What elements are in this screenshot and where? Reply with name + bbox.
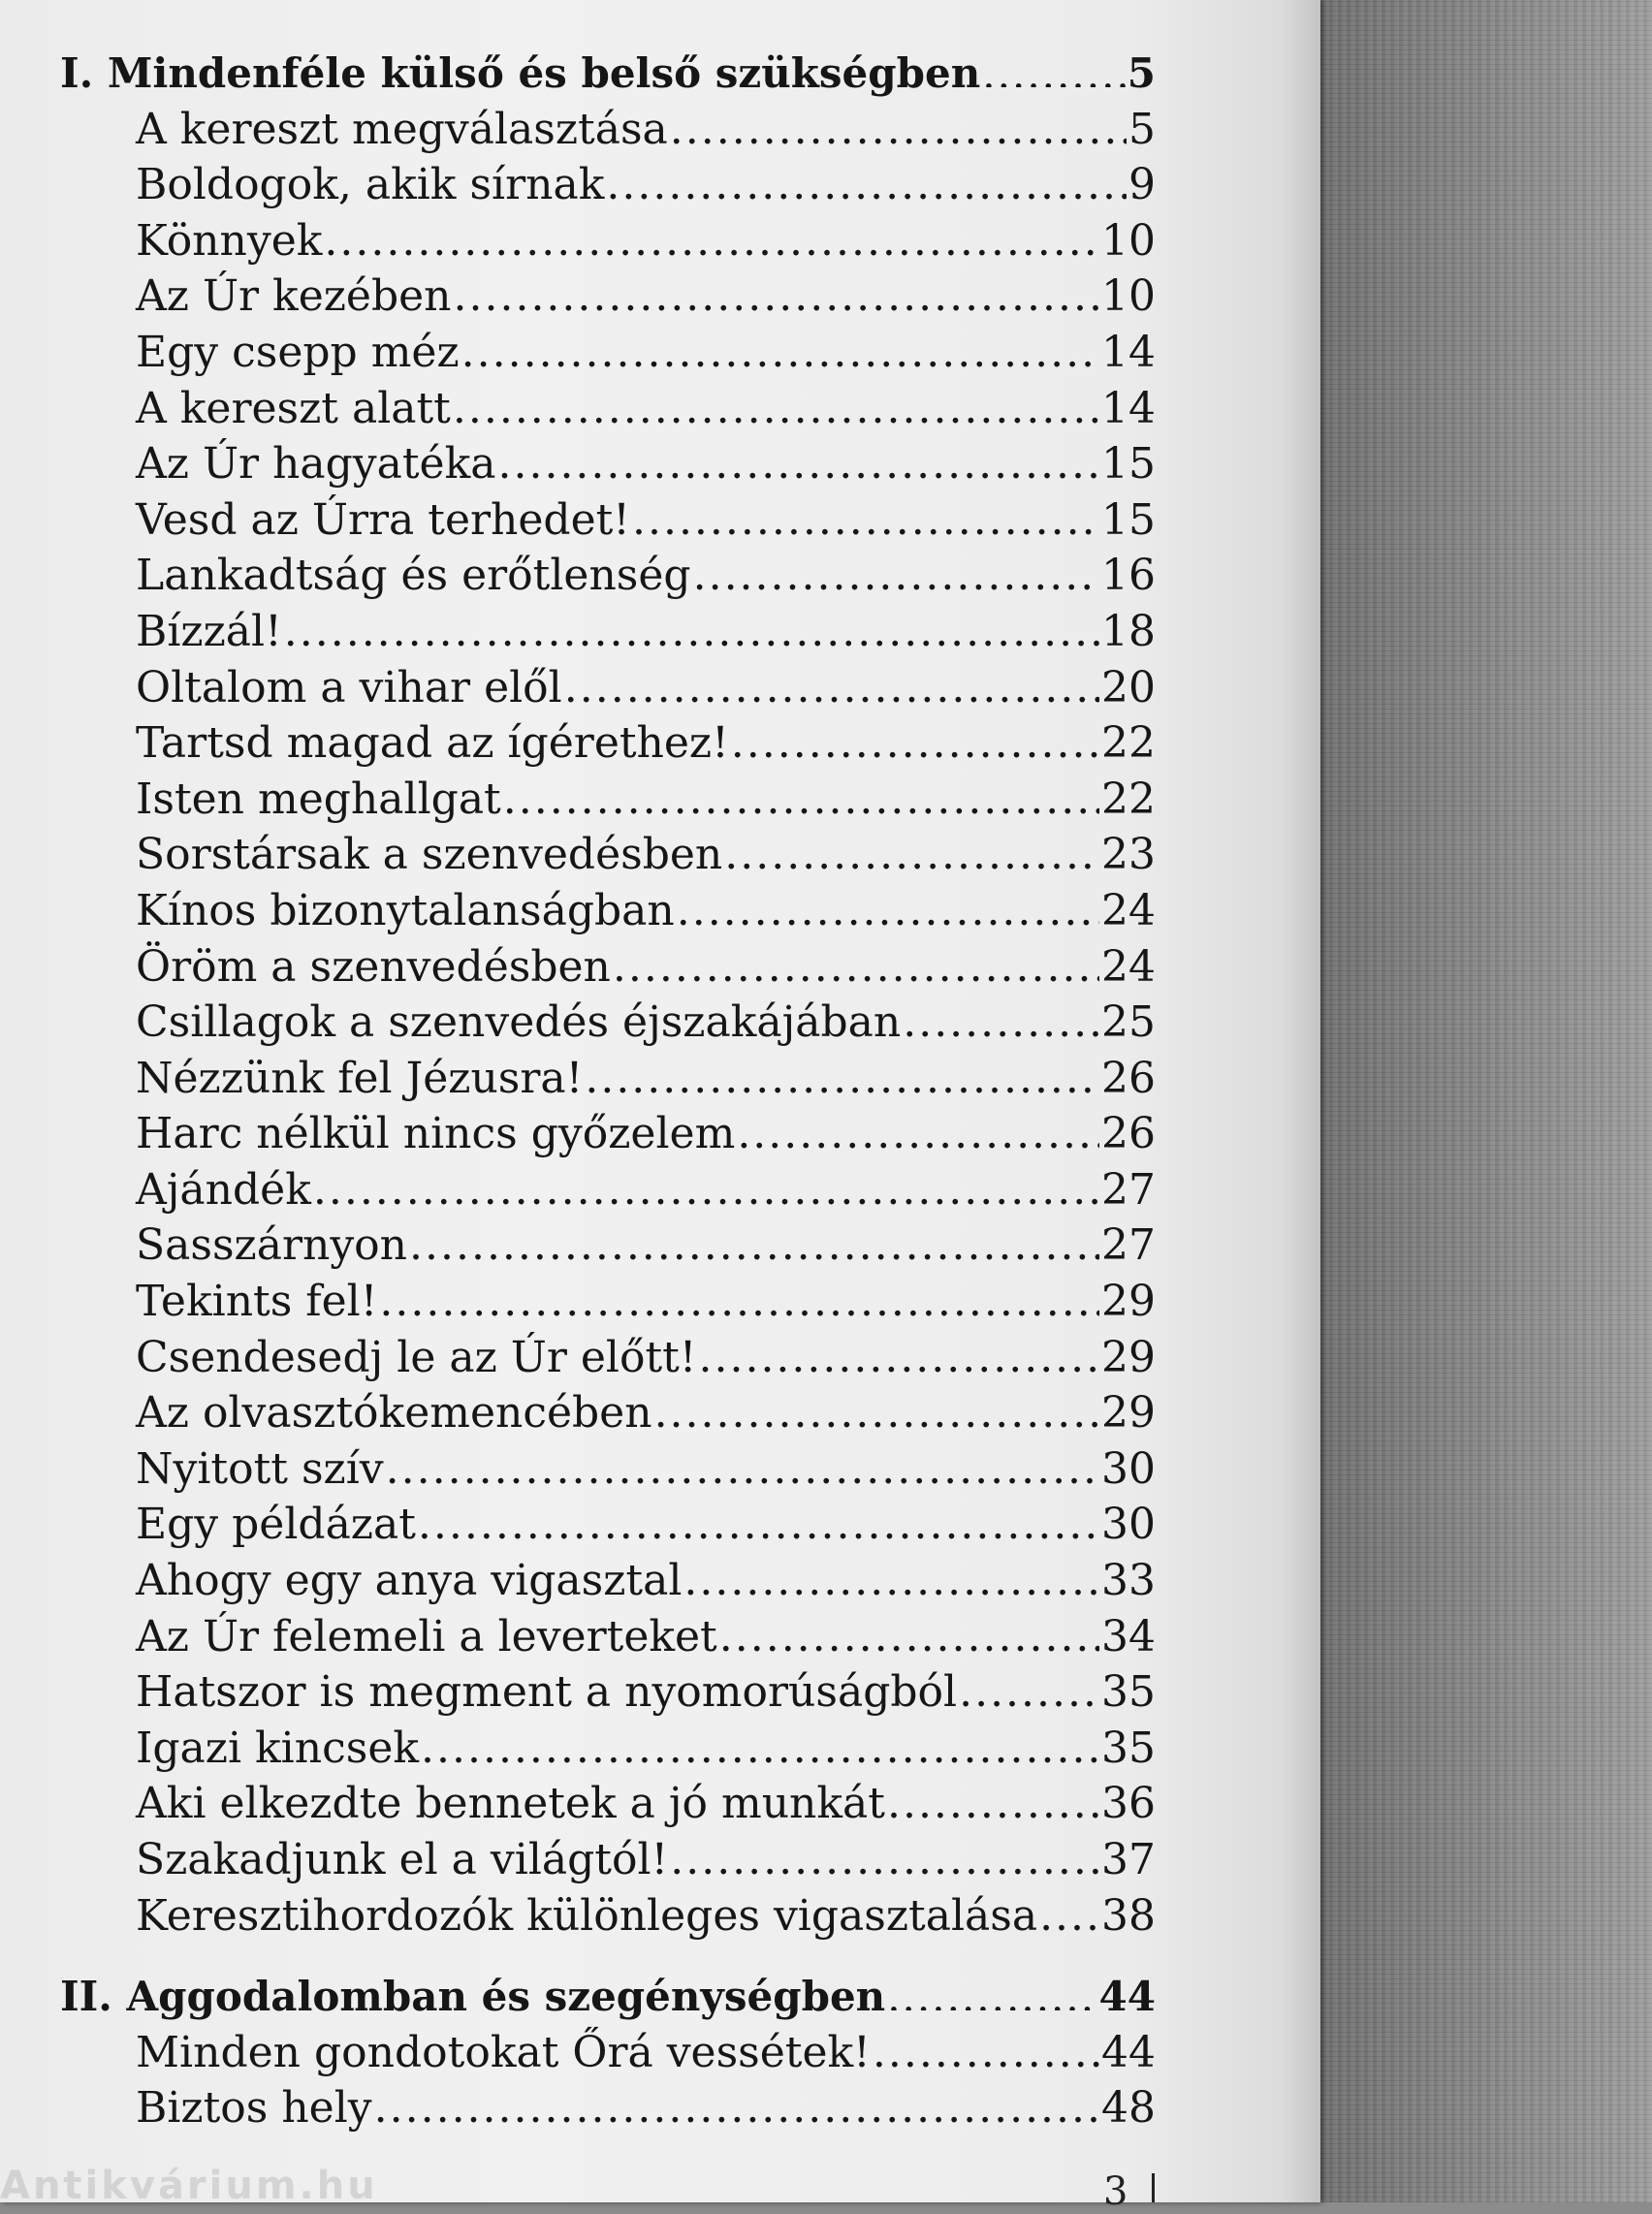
dot-leader (503, 772, 1099, 814)
entry-title: Keresztihordozók különleges vigasztalása (136, 1890, 1038, 1941)
entry-title: Vesd az Úrra terhedet! (136, 494, 630, 545)
dot-leader (606, 157, 1127, 200)
dot-leader (693, 548, 1099, 590)
dot-leader (409, 1218, 1099, 1260)
entry-title: Boldogok, akik sírnak (136, 160, 605, 210)
entry-title: Nézzünk fel Jézusra! (136, 1053, 584, 1103)
toc-entry (60, 1888, 1156, 1945)
dot-leader (1039, 1888, 1099, 1931)
toc-entry (60, 1497, 1156, 1553)
entry-page-number: 22 (1101, 718, 1156, 769)
toc-entry (60, 269, 1156, 325)
entry-page-number: 29 (1101, 1388, 1156, 1439)
toc-entry (60, 1832, 1156, 1888)
dot-leader (887, 1970, 1096, 2010)
entry-page-number: 48 (1101, 2083, 1156, 2134)
entry-title: Harc nélkül nincs győzelem (136, 1109, 736, 1159)
dot-leader (585, 1051, 1099, 1093)
toc-entry (60, 1441, 1156, 1498)
dot-leader (670, 102, 1127, 144)
dot-leader (677, 883, 1099, 926)
toc-entry (60, 157, 1156, 213)
dot-leader (699, 1330, 1100, 1373)
dot-leader (724, 827, 1099, 870)
dot-leader (887, 1776, 1099, 1819)
entry-title: Igazi kincsek (136, 1723, 420, 1773)
dot-leader (418, 1497, 1099, 1539)
entry-page-number: 38 (1101, 1890, 1156, 1941)
entry-page-number: 35 (1101, 1667, 1156, 1718)
dot-leader (498, 436, 1100, 479)
section-title: II. Aggodalomban és szegénységben (60, 1973, 886, 2021)
entry-page-number: 14 (1101, 383, 1156, 433)
entry-title: Nyitott szív (136, 1443, 384, 1494)
toc-entry (60, 436, 1156, 492)
entry-page-number: 23 (1101, 830, 1156, 880)
entry-page-number: 35 (1101, 1723, 1156, 1773)
entry-page-number: 34 (1101, 1611, 1156, 1661)
entry-page-number: 36 (1101, 1779, 1156, 1829)
entry-page-number: 24 (1101, 885, 1156, 935)
section-page-number: 44 (1098, 1973, 1156, 2021)
entry-title: Csendesedj le az Úr előtt! (136, 1332, 697, 1382)
entry-title: Minden gondotokat Őrá vessétek! (136, 2027, 871, 2077)
entry-title: Egy példázat (136, 1500, 416, 1550)
page-edge-mark (1152, 2173, 1155, 2202)
entry-page-number: 26 (1101, 1109, 1156, 1159)
entry-page-number: 15 (1101, 494, 1156, 545)
toc-entry (60, 1553, 1156, 1609)
toc-entry (60, 1051, 1156, 1107)
entry-title: Tartsd magad az ígérethez! (136, 718, 729, 769)
entry-page-number: 27 (1101, 1220, 1156, 1271)
entry-page-number: 30 (1101, 1500, 1156, 1550)
entry-page-number: 24 (1101, 941, 1156, 992)
table-of-contents (60, 46, 1156, 2136)
dot-leader (564, 660, 1099, 703)
toc-entry (60, 1385, 1156, 1441)
page-number: 3 (1103, 2169, 1128, 2214)
entry-page-number: 44 (1101, 2027, 1156, 2077)
entry-title: A kereszt megválasztása (136, 104, 668, 154)
entry-page-number: 29 (1101, 1332, 1156, 1382)
dot-leader (386, 1441, 1099, 1484)
entry-page-number: 10 (1101, 271, 1156, 322)
section-page-number: 5 (1127, 49, 1156, 97)
dot-leader (654, 1385, 1099, 1428)
entry-title: Az Úr felemeli a leverteket (136, 1611, 717, 1661)
dot-leader (313, 1162, 1099, 1205)
dot-leader (982, 47, 1126, 87)
entry-page-number: 29 (1101, 1277, 1156, 1327)
entry-page-number: 26 (1101, 1053, 1156, 1103)
toc-entry (60, 1162, 1156, 1218)
toc-entry (60, 604, 1156, 660)
dot-leader (719, 1609, 1099, 1652)
toc-section-heading (60, 1969, 1156, 2025)
entry-page-number: 22 (1101, 774, 1156, 824)
entry-title: Sorstársak a szenvedésben (136, 830, 723, 880)
entry-page-number: 30 (1101, 1443, 1156, 1494)
entry-page-number: 5 (1128, 104, 1156, 154)
entry-title: Lankadtság és erőtlenség (136, 551, 691, 601)
toc-entry (60, 995, 1156, 1051)
entry-title: Kínos bizonytalanságban (136, 885, 675, 935)
dot-leader (453, 381, 1099, 424)
dot-leader (737, 1106, 1099, 1149)
toc-entry (60, 1664, 1156, 1721)
entry-title: Ajándék (136, 1164, 311, 1215)
watermark: Antikvárium.hu (0, 2164, 378, 2208)
toc-section-heading (60, 46, 1156, 102)
toc-entry (60, 660, 1156, 716)
entry-title: Isten meghallgat (136, 774, 501, 824)
toc-entry (60, 492, 1156, 549)
toc-entry (60, 1330, 1156, 1386)
dot-leader (461, 325, 1099, 367)
entry-title: Biztos hely (136, 2083, 372, 2134)
dot-leader (374, 2080, 1099, 2123)
dot-leader (284, 604, 1099, 647)
toc-entry (60, 1106, 1156, 1162)
dot-leader (421, 1721, 1099, 1763)
toc-entry (60, 1274, 1156, 1330)
entry-title: Szakadjunk el a világtól! (136, 1835, 669, 1884)
toc-entry (60, 939, 1156, 996)
entry-title: Csillagok a szenvedés éjszakájában (136, 997, 902, 1048)
entry-page-number: 20 (1101, 662, 1156, 712)
entry-title: Az Úr kezében (136, 271, 452, 322)
toc-entry (60, 381, 1156, 437)
dot-leader (632, 492, 1099, 535)
dot-leader (324, 213, 1099, 256)
entry-title: Aki elkezdte bennetek a jó munkát (136, 1779, 885, 1829)
entry-page-number: 25 (1101, 997, 1156, 1048)
toc-entry (60, 1776, 1156, 1832)
toc-entry (60, 827, 1156, 883)
entry-page-number: 9 (1128, 160, 1156, 210)
entry-title: Az olvasztókemencében (136, 1388, 652, 1439)
entry-page-number: 10 (1101, 215, 1156, 266)
entry-page-number: 33 (1101, 1556, 1156, 1606)
entry-page-number: 27 (1101, 1164, 1156, 1215)
entry-page-number: 18 (1101, 606, 1156, 656)
toc-entry (60, 715, 1156, 772)
dot-leader (454, 269, 1099, 311)
toc-entry (60, 1721, 1156, 1777)
toc-entry (60, 548, 1156, 604)
entry-page-number: 15 (1101, 439, 1156, 490)
entry-title: Öröm a szenvedésben (136, 941, 611, 992)
entry-title: Sasszárnyon (136, 1220, 408, 1271)
toc-entry (60, 102, 1156, 158)
section-title: I. Mindenféle külső és belső szükségben (60, 49, 981, 97)
entry-page-number: 14 (1101, 327, 1156, 377)
dot-leader (903, 995, 1099, 1037)
entry-title: Tekints fel! (136, 1277, 378, 1327)
entry-title: Az Úr hagyatéka (136, 439, 496, 490)
toc-entry (60, 2025, 1156, 2081)
dot-leader (731, 715, 1099, 758)
dot-leader (670, 1832, 1099, 1875)
table-surface (1318, 0, 1652, 2202)
toc-entry (60, 2080, 1156, 2136)
entry-title: Hatszor is megment a nyomorúságból (136, 1667, 958, 1718)
entry-page-number: 37 (1101, 1835, 1156, 1884)
entry-title: A kereszt alatt (136, 383, 451, 433)
toc-entry (60, 883, 1156, 939)
entry-title: Bízzál! (136, 606, 282, 656)
entry-title: Oltalom a vihar elől (136, 662, 562, 712)
entry-title: Könnyek (136, 215, 323, 266)
entry-page-number: 16 (1101, 551, 1156, 601)
dot-leader (683, 1553, 1099, 1596)
toc-entry (60, 772, 1156, 828)
dot-leader (959, 1664, 1099, 1707)
dot-leader (613, 939, 1099, 982)
toc-entry (60, 325, 1156, 381)
toc-entry (60, 213, 1156, 269)
toc-entry (60, 1218, 1156, 1274)
entry-title: Ahogy egy anya vigasztal (136, 1556, 683, 1606)
toc-entry (60, 1609, 1156, 1665)
dot-leader (379, 1274, 1099, 1316)
dot-leader (873, 2025, 1099, 2068)
entry-title: Egy csepp méz (136, 327, 460, 377)
